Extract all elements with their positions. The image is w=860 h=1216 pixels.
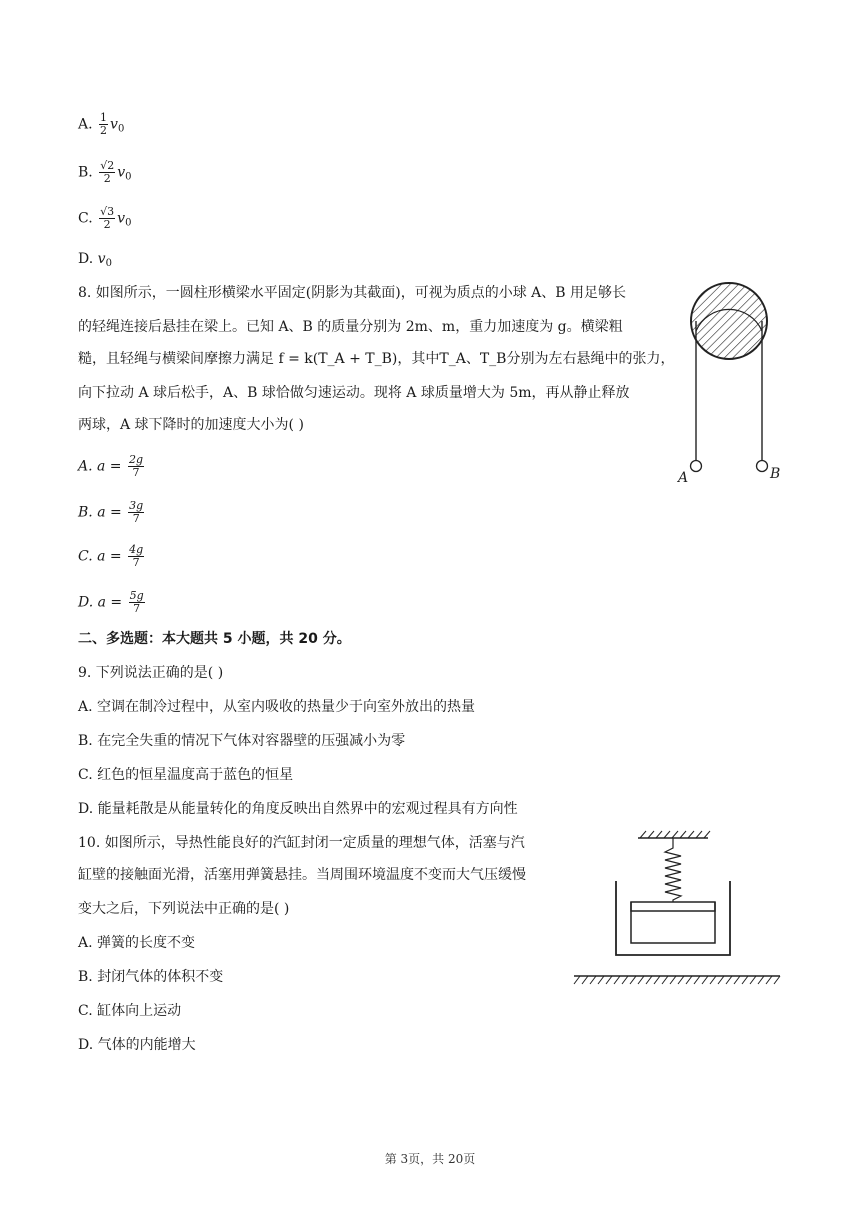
- q8-stem-line4: 向下拉动 A 球后松手，A、B 球恰做匀速运动。现将 A 球质量增大为 5m，再从静止释放: [78, 385, 630, 401]
- q10-option-d: D. 气体的内能增大: [78, 1037, 196, 1053]
- page-footer: 第 3页，共 20页: [384, 1152, 476, 1166]
- q7-option-d: D. $v_0$: [78, 251, 112, 269]
- q8-option-a: A. a = $\frac{2g}{7}$: [78, 453, 144, 479]
- piston: [631, 902, 715, 911]
- q7-option-a: A. $\frac{1}{2}$ $v_0$: [78, 111, 125, 137]
- q10-cylinder-figure: [570, 826, 784, 992]
- ball-b: [757, 461, 768, 472]
- fraction: $\frac{√2}{2}$: [100, 159, 115, 185]
- q9-option-c: C. 红色的恒星温度高于蓝色的恒星: [78, 767, 294, 783]
- q8-option-b: B. a = $\frac{3g}{7}$: [78, 499, 144, 525]
- cylinder-outer: [616, 881, 730, 955]
- fraction: $\frac{3g}{7}$: [129, 499, 144, 525]
- q8-option-d: D. a = $\frac{5g}{7}$: [78, 589, 144, 615]
- section-heading: 二、多选题：本大题共 5 小题，共 20 分。: [78, 631, 351, 647]
- label-b: B: [770, 466, 781, 482]
- fraction: $\frac{1}{2}$: [100, 111, 108, 137]
- label-a: A: [678, 470, 689, 486]
- fraction: $\frac{√3}{2}$: [100, 205, 115, 231]
- q7-option-c: C. $\frac{√3}{2}$ $v_0$: [78, 205, 132, 231]
- spring: [665, 838, 681, 902]
- q8-option-c: C. a = $\frac{4g}{7}$: [78, 543, 144, 569]
- q10-option-a: A. 弹簧的长度不变: [78, 935, 196, 951]
- q10-option-b: B. 封闭气体的体积不变: [78, 969, 224, 985]
- ball-a: [691, 461, 702, 472]
- q10-stem-line2: 缸壁的接触面光滑，活塞用弹簧悬挂。当周围环境温度不变而大气压缓慢: [78, 867, 526, 883]
- q9-stem: 9. 下列说法正确的是( ): [78, 665, 224, 681]
- q8-pulley-figure: [670, 276, 790, 486]
- fraction: $\frac{5g}{7}$: [129, 589, 144, 615]
- fraction: $\frac{2g}{7}$: [129, 453, 144, 479]
- q7-option-b: B. $\frac{√2}{2}$ $v_0$: [78, 159, 132, 185]
- fraction: $\frac{4g}{7}$: [129, 543, 144, 569]
- q9-option-d: D. 能量耗散是从能量转化的角度反映出自然界中的宏观过程具有方向性: [78, 801, 518, 817]
- q9-option-a: A. 空调在制冷过程中，从室内吸收的热量少于向室外放出的热量: [78, 699, 476, 715]
- q8-stem-line2: 的轻绳连接后悬挂在梁上。已知 A、B 的质量分别为 2m、m，重力加速度为 g。横梁粗: [78, 319, 623, 335]
- q10-option-c: C. 缸体向上运动: [78, 1003, 182, 1019]
- q8-stem-line3: 糙，且轻绳与横梁间摩擦力满足 f = k(T_A + T_B)，其中T_A、T_B分别为左右悬绳中的张力，: [78, 351, 675, 367]
- q9-option-b: B. 在完全失重的情况下气体对容器壁的压强减小为零: [78, 733, 406, 749]
- q8-stem-line1: 8. 如图所示，一圆柱形横梁水平固定(阴影为其截面)，可视为质点的小球 A、B 用足够长: [78, 285, 627, 301]
- q10-stem-line3: 变大之后，下列说法中正确的是( ): [78, 901, 290, 917]
- q10-stem-line1: 10. 如图所示，导热性能良好的汽缸封闭一定质量的理想气体，活塞与汽: [78, 835, 525, 851]
- q8-stem-line5: 两球，A 球下降时的加速度大小为( ): [78, 417, 304, 433]
